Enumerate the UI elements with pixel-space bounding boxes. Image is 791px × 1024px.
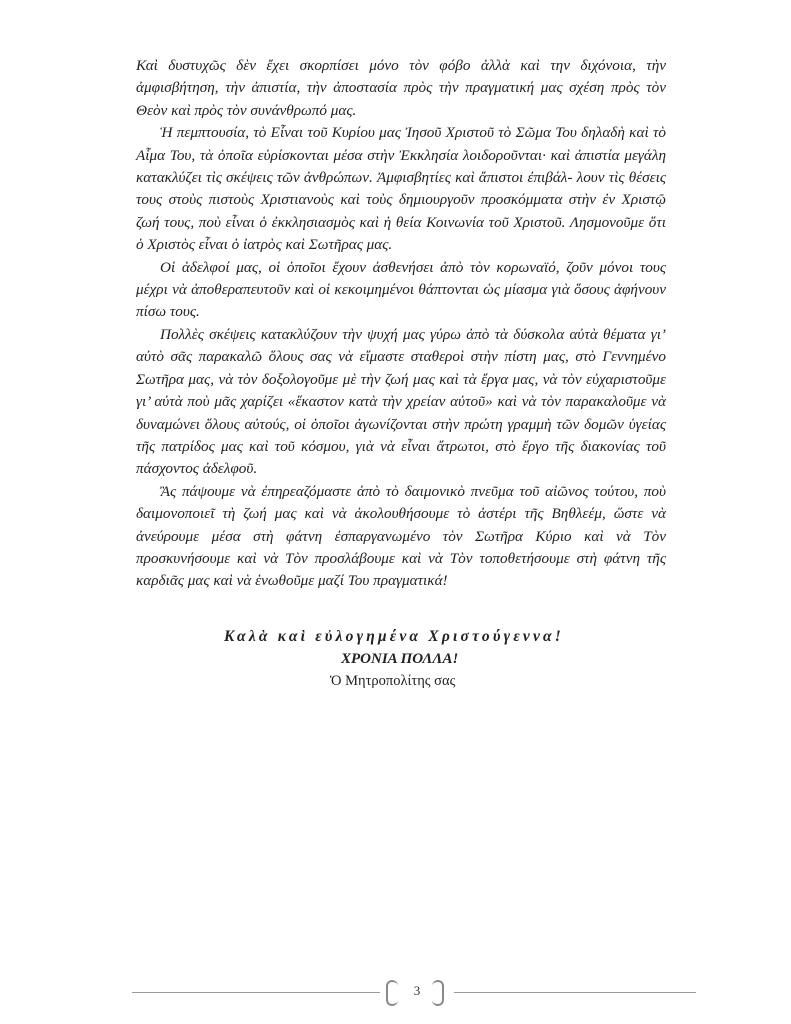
signature: Ὁ Μητροπολίτης σας xyxy=(330,673,456,689)
page-footer xyxy=(132,980,696,1006)
left-bracket-icon xyxy=(386,980,398,1006)
letter-body xyxy=(136,55,666,593)
paragraph-2: Ἡ πεμπτουσία, τὸ Εἶναι τοῦ Κυρίου μας Ἰησοῦ Χριστοῦ τὸ Σῶμα Του δηλαδὴ καὶ τὸ Αἷμα Του, τὰ ὁποῖα εὑρίσκονται μέσα στὴν Ἐκκλησία λοιδοροῦνται· καὶ ἀπιστία μεγάλη κατακλύζει τὶς σκέψεις τῶν ἀνθρώπων. Ἀμφισβητίες καὶ ἄπιστοι ἐπιβάλ- λουν τὶς θέσεις τους στοὺς πιστοὺς Χριστιανοὺς καὶ τοὺς δημιουργοῦν προσκόμματα στὴν ἐν Χριστῷ ζωή τους, ποὺ εἶναι ὁ ἐκκλησιασμὸς καὶ ἡ θεία Κοινωνία τοῦ Χριστοῦ. Λησμονοῦμε ὅτι ὁ Χριστὸς εἶναι ὁ ἰατρὸς καὶ Σωτῆρας μας. xyxy=(136,124,666,254)
paragraph-5: Ἂς πάψουμε νὰ ἐπηρεαζόμαστε ἀπὸ τὸ δαιμονικὸ πνεῦμα τοῦ αἰῶνος τούτου, ποὺ δαιμονοποιεῖ τὴ ζωή μας καὶ νὰ ἀκολουθήσουμε τὸ ἀστέρι τῆς Βηθλεέμ, ὥστε νὰ ἀνεύρουμε μέσα στὴ φάτνη ἐσπαργανωμένο τὸν Σωτῆρα Κύριο καὶ νὰ Τὸν προσκυνήσουμε καὶ νὰ Τὸν προσλάβουμε καὶ νὰ Τὸν τοποθετήσουμε στὴ φάτνη τῆς καρδιᾶς μας καὶ νὰ ἑνωθοῦμε μαζί Του πραγματικά! xyxy=(136,482,666,590)
footer-rule-right xyxy=(454,992,696,993)
paragraph-4: Πολλὲς σκέψεις κατακλύζουν τὴν ψυχή μας γύρω ἀπὸ τὰ δύσκολα αὐτὰ θέματα γι’ αὐτὸ σᾶς παρακαλῶ ὅλους σας νὰ εἴμαστε σταθεροὶ στὴν πίστη μας, στὸ Γεννημένο Σωτῆρα μας, νὰ τὸν δοξολογοῦμε μὲ τὴν ζωή μας καὶ τὰ ἔργα μας, νὰ τὸν εὐχαριστοῦμε γι’ αὐτὰ ποὺ μᾶς χαρίζει «ἕκαστον κατὰ τὴν χρείαν αὐτοῦ» καὶ νὰ τὸν παρακαλοῦμε νὰ δυναμώνει ὅλους αὐτούς, οἱ ὁποῖοι ἀγωνίζονται στὴν πρώτη γραμμὴ τῶν δομῶν ὑγείας τῆς πατρίδος μας καὶ τοῦ κόσμου, γιὰ νὰ εἶναι ἄτρωτοι, στὸ ἔργο τῆς διακονίας τοῦ πάσχοντος ἀδελφοῦ. xyxy=(136,325,666,478)
paragraph-1: Καὶ δυστυχῶς δὲν ἔχει σκορπίσει μόνο τὸν φόβο ἀλλὰ καὶ την διχόνοια, τὴν ἀμφισβήτηση, τὴν ἀπιστία, τὴν ἀποστασία πρὸς τὴν πραγματική μας σχέση πρὸς τὸν Θεὸν καὶ πρὸς τὸν συνάνθρωπό μας. xyxy=(136,57,666,119)
page-number: 3 xyxy=(413,983,421,998)
closing-block xyxy=(200,626,600,692)
paragraph-3: Οἱ ἀδελφοί μας, οἱ ὁποῖοι ἔχουν ἀσθενήσει ἀπὸ τὸν κορωναϊό, ζοῦν μόνοι τους μέχρι νὰ ἀποθεραπευτοῦν καὶ οἱ κεκοιμημένοι θάπτονται ὡς μίασμα γιὰ ὅσους ἀφήνουν πίσω τους. xyxy=(136,258,666,321)
right-bracket-icon xyxy=(432,980,444,1006)
christmas-greeting: Καλὰ καὶ εὐλογημένα Χριστούγεννα! xyxy=(224,628,565,645)
chronia-polla: ΧΡΟΝΙΑ ΠΟΛΛΑ! xyxy=(341,651,459,667)
footer-rule-left xyxy=(132,992,380,993)
